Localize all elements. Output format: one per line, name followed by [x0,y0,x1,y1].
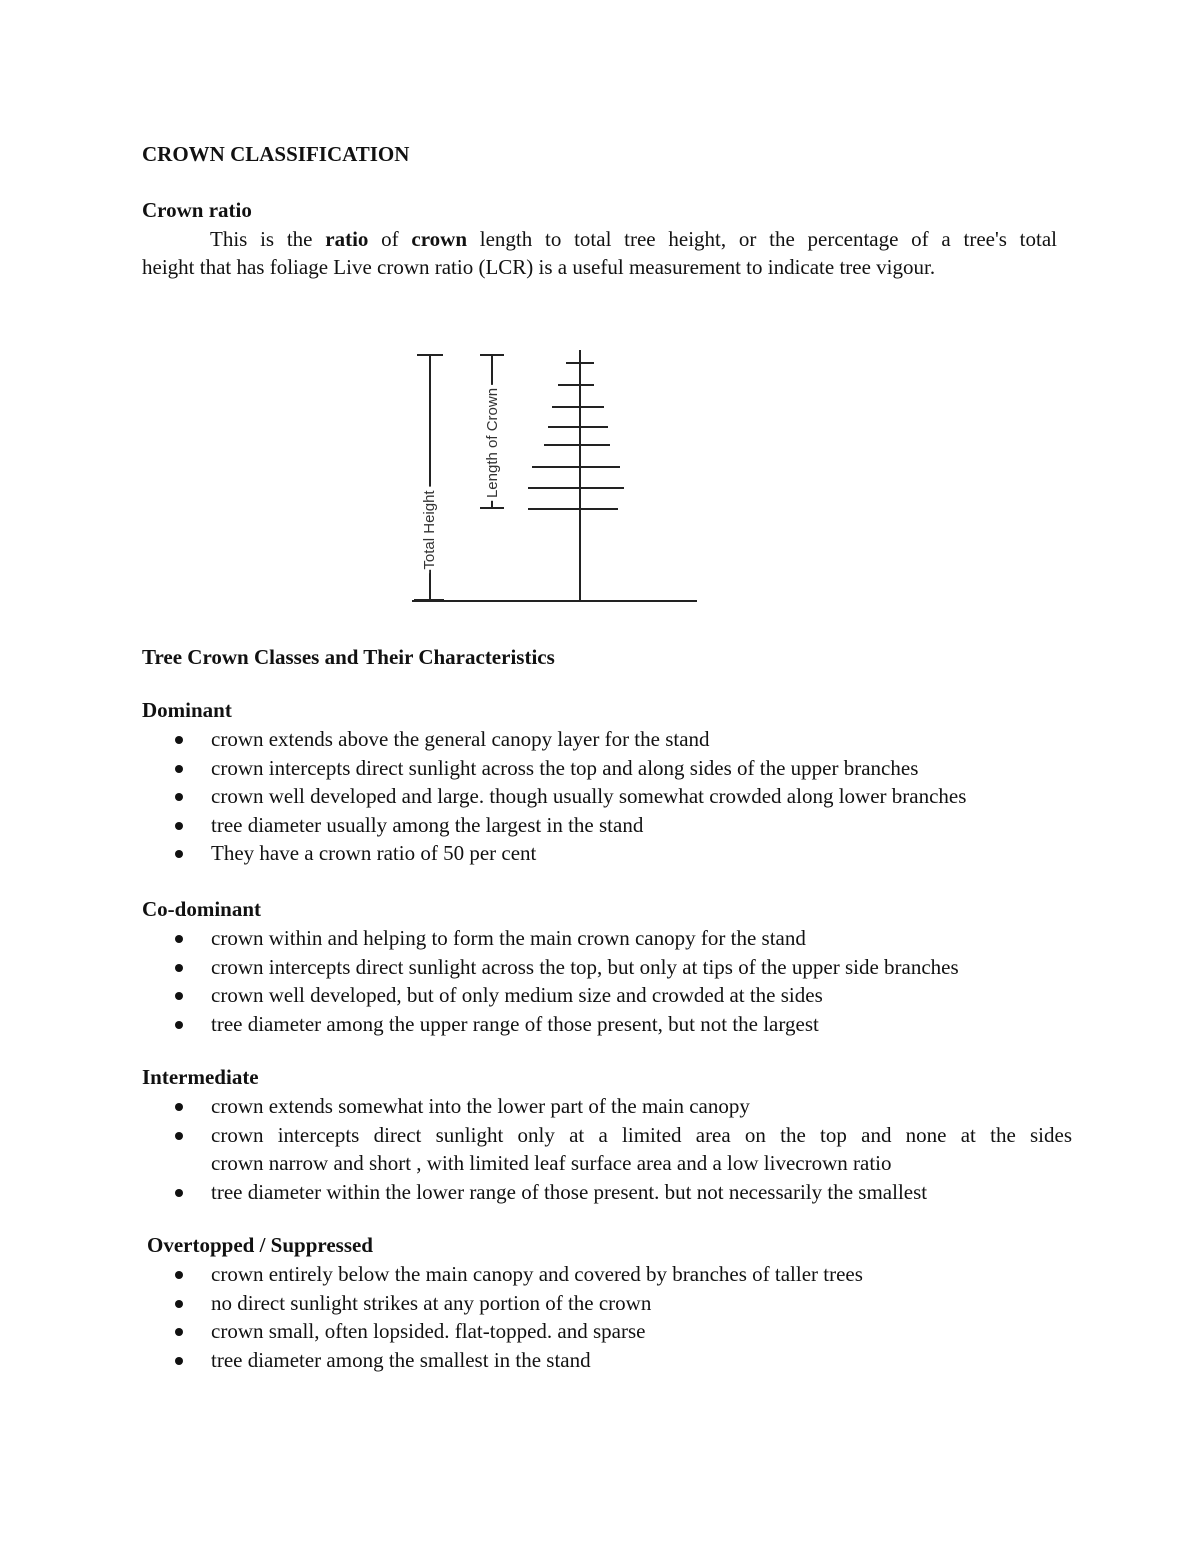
crown-ratio-line-2: height that has foliage Live crown ratio (LCR) is a useful measurement to indicate tree vigour. [142,255,936,279]
bullet-icon [175,822,183,830]
list-item: tree diameter usually among the largest in the stand [142,811,1072,840]
list-item: crown well developed, but of only medium size and crowded at the sides [142,981,1072,1010]
list-item-continuation: crown narrow and short , with limited leaf surface area and a low livecrown ratio [211,1151,892,1175]
bullet-icon [175,1189,183,1197]
bullet-icon [175,964,183,972]
crown-emphasis: crown [411,227,468,251]
bullet-icon [175,793,183,801]
total-height-label: Total Height [421,490,438,570]
crown-ratio-paragraph [142,225,1057,281]
list-item: crown extends above the general canopy layer for the stand [142,725,1072,754]
list-item: tree diameter within the lower range of those present. but not necessarily the smallest [142,1178,1072,1207]
bullet-icon [175,1271,183,1279]
list-item: crown extends somewhat into the lower part of the main canopy [142,1092,1072,1121]
crown-ratio-diagram [400,345,710,610]
bullet-icon [175,1328,183,1336]
list-item: They have a crown ratio of 50 per cent [142,839,1072,868]
bullet-icon [175,935,183,943]
crown-ratio-line-1: This is the ratio of crown length to total tree height, or the percentage of a tree's total [210,227,1057,251]
bullet-icon [175,1132,183,1140]
bullet-icon [175,1021,183,1029]
bullet-icon [175,736,183,744]
list-item: no direct sunlight strikes at any portion of the crown [142,1289,1072,1318]
codominant-list [142,924,1072,1038]
bullet-icon [175,1300,183,1308]
list-item: crown well developed and large. though usually somewhat crowded along lower branches [142,782,1072,811]
classes-heading: Tree Crown Classes and Their Characteristics [142,645,555,669]
document-title: CROWN CLASSIFICATION [142,142,410,166]
intermediate-list [142,1092,1072,1206]
list-item: tree diameter among the upper range of those present, but not the largest [142,1010,1072,1039]
overtopped-heading: Overtopped / Suppressed [147,1233,373,1257]
dominant-heading: Dominant [142,698,232,722]
intermediate-heading: Intermediate [142,1065,259,1089]
dominant-list [142,725,1072,868]
list-item: tree diameter among the smallest in the stand [142,1346,1072,1375]
list-item: crown intercepts direct sunlight only at a limited area on the top and none at the sides [142,1121,1072,1150]
list-item: crown within and helping to form the main crown canopy for the stand [142,924,1072,953]
list-item: crown entirely below the main canopy and covered by branches of taller trees [142,1260,1072,1289]
bullet-icon [175,1103,183,1111]
list-item: crown intercepts direct sunlight across the top, but only at tips of the upper side branches [142,953,1072,982]
bullet-icon [175,1357,183,1365]
ratio-emphasis: ratio [325,227,369,251]
list-item: crown small, often lopsided. flat-topped. and sparse [142,1317,1072,1346]
codominant-heading: Co-dominant [142,897,262,921]
overtopped-list [142,1260,1072,1374]
crown-ratio-heading: Crown ratio [142,198,252,222]
list-item: crown intercepts direct sunlight across the top and along sides of the upper branches [142,754,1072,783]
bullet-icon [175,992,183,1000]
crown-length-label: Length of Crown [484,387,501,499]
bullet-icon [175,765,183,773]
bullet-icon [175,850,183,858]
